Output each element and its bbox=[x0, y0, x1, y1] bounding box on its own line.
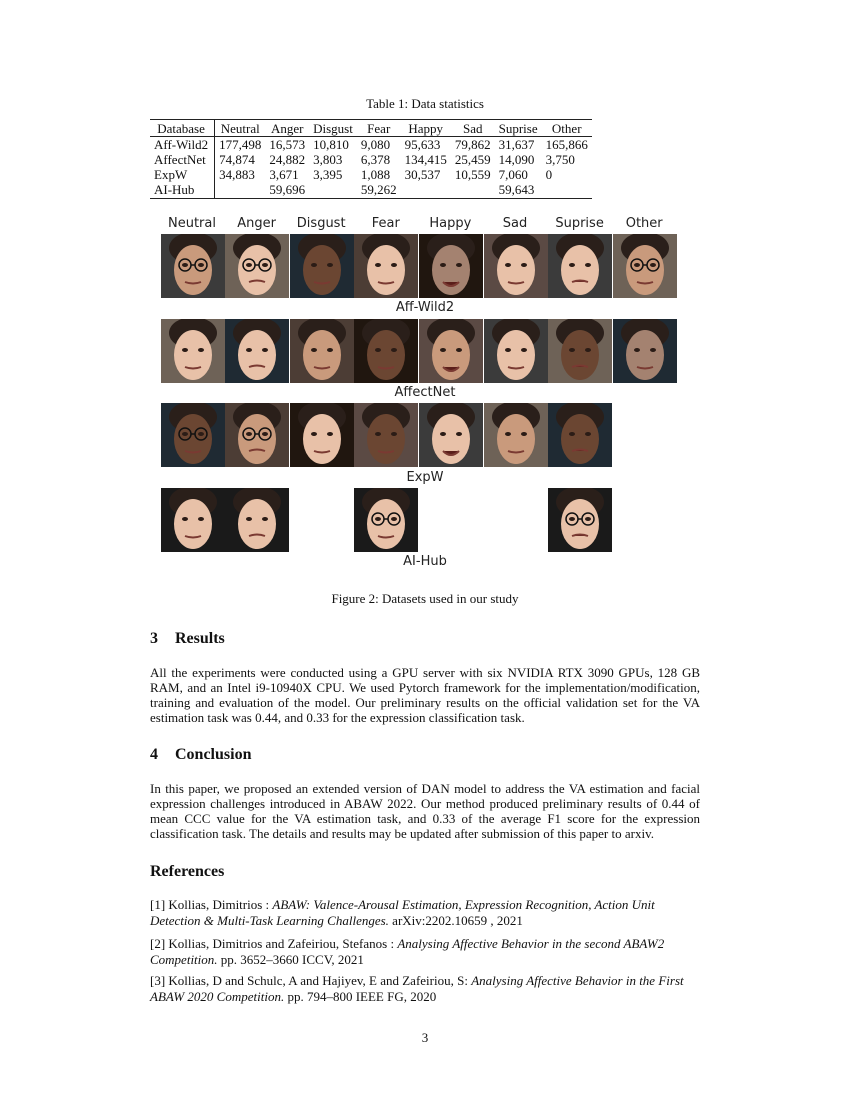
table-row-label: ExpW bbox=[150, 167, 215, 182]
table-cell: 0 bbox=[545, 167, 553, 182]
face-image bbox=[484, 234, 548, 298]
table-cell: 9,080 bbox=[360, 137, 391, 152]
table-header-cell: Other bbox=[542, 120, 592, 137]
face-image bbox=[548, 488, 612, 552]
face-image bbox=[613, 319, 677, 383]
face-illustration bbox=[225, 234, 289, 298]
face-image bbox=[225, 319, 289, 383]
face-image bbox=[225, 234, 289, 298]
table-cell: 177,498 bbox=[219, 137, 262, 152]
table-cell: 30,537 bbox=[404, 167, 441, 182]
face-illustration bbox=[354, 234, 418, 298]
table-cell bbox=[215, 182, 266, 199]
face-illustration bbox=[290, 234, 354, 298]
face-image bbox=[354, 234, 418, 298]
table-cell: 14,090 bbox=[498, 152, 535, 167]
table-cell: 165,866 bbox=[545, 137, 588, 152]
section-title: Conclusion bbox=[175, 746, 252, 763]
face-image bbox=[548, 319, 612, 383]
face-image bbox=[225, 488, 289, 552]
table-cell bbox=[309, 182, 357, 199]
table-cell: 59,696 bbox=[265, 182, 309, 199]
table-cell bbox=[401, 182, 451, 199]
reference-item: [3] Kollias, D and Schulc, A and Hajiyev, E and Zafeiriou, S: Analysing Affective Behavior in the First ABAW 2020 Competition. pp. 794–800 IEEE FG, 2020 bbox=[150, 973, 684, 1004]
section-heading-conclusion bbox=[150, 746, 251, 764]
face-illustration bbox=[484, 403, 548, 467]
data-statistics-table bbox=[150, 119, 592, 199]
face-illustration bbox=[419, 403, 483, 467]
face-illustration bbox=[290, 403, 354, 467]
face-illustration bbox=[290, 319, 354, 383]
face-image bbox=[161, 488, 225, 552]
table-header-cell: Sad bbox=[451, 120, 495, 137]
table-cell: 7,060 bbox=[498, 167, 528, 182]
table-cell: 59,262 bbox=[357, 182, 401, 199]
face-image bbox=[419, 234, 483, 298]
references-heading: References bbox=[150, 863, 225, 880]
table-row-label: AffectNet bbox=[150, 152, 215, 167]
table-cell: 16,573 bbox=[269, 137, 306, 152]
reference-item: [2] Kollias, Dimitrios and Zafeiriou, Stefanos : Analysing Affective Behavior in the second ABAW2 Competition. pp. 3652–3660 ICCV, 2021 bbox=[150, 936, 665, 967]
face-image bbox=[161, 234, 225, 298]
face-illustration bbox=[613, 319, 677, 383]
table-header-row bbox=[150, 120, 592, 137]
table-cell: 3,395 bbox=[313, 167, 343, 182]
face-illustration bbox=[484, 319, 548, 383]
face-illustration bbox=[161, 403, 225, 467]
face-image bbox=[354, 319, 418, 383]
table-cell: 24,882 bbox=[269, 152, 306, 167]
face-illustration bbox=[354, 319, 418, 383]
face-illustration bbox=[161, 488, 225, 552]
face-illustration bbox=[548, 403, 612, 467]
table-cell: 74,874 bbox=[219, 152, 255, 167]
datasets-figure bbox=[160, 212, 690, 582]
figure-column-label: Anger bbox=[237, 216, 276, 231]
table-cell bbox=[542, 182, 592, 199]
page-number: 3 bbox=[421, 1030, 429, 1045]
face-illustration bbox=[548, 488, 612, 552]
face-image bbox=[548, 234, 612, 298]
figure-column-label: Fear bbox=[371, 216, 400, 231]
table-cell: 3,750 bbox=[545, 152, 575, 167]
table-cell: 3,671 bbox=[269, 167, 299, 182]
results-paragraph: All the experiments were conducted using a GPU server with six NVIDIA RTX 3090 GPUs, 128 GB RAM, and an Intel i9-10940X CPU. We used Pytorch framework for the implementation/modification, training and evaluation of the model. Our preliminary results on the official validation set for the VA estimation task was 0.44, and 0.33 for the expression classification task. bbox=[150, 665, 700, 725]
face-illustration bbox=[419, 234, 483, 298]
table-cell: 10,559 bbox=[454, 167, 491, 182]
figure-column-label: Other bbox=[625, 216, 663, 231]
face-image bbox=[548, 403, 612, 467]
face-illustration bbox=[419, 319, 483, 383]
face-illustration bbox=[354, 488, 418, 552]
section-number: 3 bbox=[150, 630, 158, 647]
face-image bbox=[290, 319, 354, 383]
table-header-cell: Anger bbox=[265, 120, 309, 137]
figure-column-label: Happy bbox=[429, 216, 472, 231]
table-caption: Table 1: Data statistics bbox=[366, 96, 484, 111]
face-image bbox=[161, 319, 225, 383]
face-illustration bbox=[484, 234, 548, 298]
face-image bbox=[613, 234, 677, 298]
figure-column-label: Disgust bbox=[296, 216, 346, 231]
table-cell: 134,415 bbox=[404, 152, 447, 167]
table-cell: 79,862 bbox=[454, 137, 491, 152]
table-cell: 3,803 bbox=[313, 152, 343, 167]
table-row bbox=[150, 167, 592, 182]
table-row bbox=[150, 182, 592, 199]
face-image bbox=[354, 488, 418, 552]
table-cell: 31,637 bbox=[498, 137, 535, 152]
table-row bbox=[150, 152, 592, 167]
table-cell: 6,378 bbox=[360, 152, 391, 167]
table-cell: 10,810 bbox=[313, 137, 349, 152]
reference-item: [1] Kollias, Dimitrios : ABAW: Valence-Arousal Estimation, Expression Recognition, Action Unit Detection & Multi-Task Learning Challenges. arXiv:2202.10659 , 2021 bbox=[150, 897, 655, 928]
face-image bbox=[484, 403, 548, 467]
face-image bbox=[290, 234, 354, 298]
table-header-cell: Neutral bbox=[215, 120, 266, 137]
face-illustration bbox=[161, 234, 225, 298]
figure-column-label: Sad bbox=[502, 216, 528, 231]
table-cell: 59,643 bbox=[495, 182, 542, 199]
figure-dataset-label: AI-Hub bbox=[403, 554, 447, 569]
figure-caption: Figure 2: Datasets used in our study bbox=[331, 591, 519, 606]
face-illustration bbox=[548, 319, 612, 383]
face-image bbox=[484, 319, 548, 383]
face-image bbox=[290, 403, 354, 467]
figure-dataset-label: Aff-Wild2 bbox=[395, 300, 455, 315]
face-image bbox=[161, 403, 225, 467]
face-illustration bbox=[548, 234, 612, 298]
face-illustration bbox=[354, 403, 418, 467]
figure-column-label: Suprise bbox=[555, 216, 604, 231]
face-image bbox=[419, 319, 483, 383]
table-cell: 1,088 bbox=[360, 167, 391, 182]
table-cell: 25,459 bbox=[454, 152, 491, 167]
face-image bbox=[354, 403, 418, 467]
section-title: Results bbox=[175, 630, 225, 647]
face-image bbox=[225, 403, 289, 467]
table-header-cell: Database bbox=[150, 120, 215, 137]
table-cell bbox=[451, 182, 495, 199]
face-image bbox=[419, 403, 483, 467]
table-row-label: AI-Hub bbox=[150, 182, 215, 199]
face-illustration bbox=[225, 319, 289, 383]
table-header-cell: Happy bbox=[401, 120, 451, 137]
table-cell: 34,883 bbox=[219, 167, 255, 182]
figure-dataset-label: AffectNet bbox=[394, 385, 456, 400]
figure-column-label: Neutral bbox=[168, 216, 216, 231]
table-cell: 95,633 bbox=[404, 137, 441, 152]
section-heading-results bbox=[150, 630, 225, 648]
table-row-label: Aff-Wild2 bbox=[150, 137, 215, 153]
table-row bbox=[150, 137, 592, 153]
face-illustration bbox=[225, 403, 289, 467]
face-illustration bbox=[613, 234, 677, 298]
section-number: 4 bbox=[150, 746, 158, 763]
figure-dataset-label: ExpW bbox=[406, 470, 444, 485]
face-illustration bbox=[161, 319, 225, 383]
table-header-cell: Suprise bbox=[495, 120, 542, 137]
face-illustration bbox=[225, 488, 289, 552]
table-header-cell: Fear bbox=[357, 120, 401, 137]
conclusion-paragraph: In this paper, we proposed an extended version of DAN model to address the VA estimation and facial expression challenges introduced in ABAW 2022. Our method produced preliminary results of 0.44 of mean CCC value for the VA estimation task, and 0.33 of the average F1 score for the expression classification task. The details and results may be updated after submission of this paper to arxiv. bbox=[150, 781, 700, 841]
table-header-cell: Disgust bbox=[309, 120, 357, 137]
